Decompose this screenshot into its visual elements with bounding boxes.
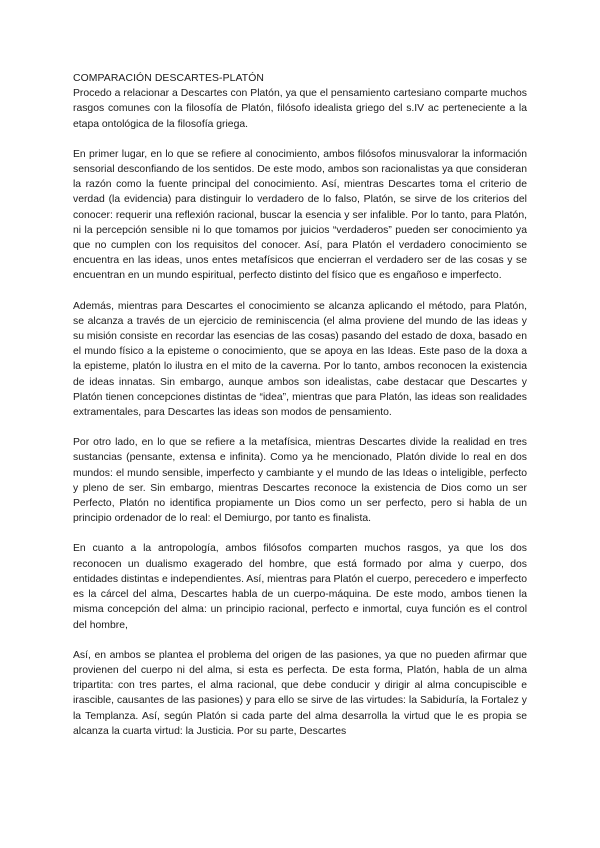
paragraph-knowledge: En primer lugar, en lo que se refiere al conocimiento, ambos filósofos minusvalorar la información sensorial desconfiando de los sentidos. De este modo, ambos son racionalistas ya que consideran la razón como la fuente principal del conocimiento. Así, mientras Descartes toma el criterio de verdad (la evidencia) para distinguir lo verdadero de lo falso, Platón, se sirve de los criterios del conocer: requerir una reflexión racional, buscar la esencia y ser infalible. Por lo tanto, para Platón, ni la percepción sensible ni lo que tomamos por juicios “verdaderos” pueden ser conocimiento ya que no cumplen con los requisitos del conocer. Así, para Platón el verdadero conocimiento se encuentra en las ideas, unos entes metafísicos que encierran el verdadero ser de las cosas y se encuentran en un mundo espiritual, perfecto distinto del físico que es engañoso e imperfecto.	[73, 148, 527, 282]
paragraph-passions: Así, en ambos se plantea el problema del origen de las pasiones, ya que no pueden afirmar que provienen del cuerpo ni del alma, si esta es perfecta. De esta forma, Platón, habla de un alma tripartita: con tres partes, el alma racional, que debe conducir y dirigir al alma concupiscible e irascible, causantes de las pasiones) y para ello se sirve de las virtudes: la Sabiduría, la Fortalez y la Templanza. Así, según Platón si cada parte del alma desarrolla la virtud que le es propia se alcanza la cuarta virtud: la Justicia. Por su parte, Descartes	[73, 649, 527, 737]
paragraph-introduction: Procedo a relacionar a Descartes con Platón, ya que el pensamiento cartesiano comparte muchos rasgos comunes con la filosofía de Platón, filósofo idealista griego del s.IV ac perteneciente a la etapa ontológica de la filosofía griega.	[73, 88, 527, 130]
paragraph-anthropology: En cuanto a la antropología, ambos filósofos comparten muchos rasgos, ya que los dos reconocen un dualismo exagerado del hombre, que está formado por alma y cuerpo, dos entidades distintas e independientes. Así, mientras para Platón el cuerpo, perecedero e imperfecto es la cárcel del alma, Descartes habla de un cuerpo-máquina. De este modo, ambos tienen la misma concepción del alma: un principio racional, perfecto e inmortal, cuya función es el control del hombre,	[73, 543, 528, 631]
document-title: COMPARACIÓN DESCARTES-PLATÓN	[73, 73, 265, 84]
paragraph-metaphysics: Por otro lado, en lo que se refiere a la metafísica, mientras Descartes divide la realidad en tres sustancias (pensante, extensa e infinita). Como ya he mencionado, Platón divide lo real en dos mundos: el mundo sensible, imperfecto y cambiante y el mundo de las Ideas o inteligible, perfecto y pleno de ser. Sin embargo, mientras Descartes reconoce la existencia de Dios como un ser Perfecto, Platón no identifica propiamente un Dios como un ser perfecto, pero si habla de un principio ordenador de lo real: el Demiurgo, por tanto es finalista.	[73, 437, 527, 525]
document-body	[73, 71, 527, 754]
paragraph-method: Además, mientras para Descartes el conocimiento se alcanza aplicando el método, para Platón, se alcanza a través de un ejercicio de reminiscencia (el alma proviene del mundo de las ideas y su misión consiste en recordar las esencias de las cosas) pasando del estado de doxa, basado en el mundo físico a la episteme o conocimiento, que se apoya en las Ideas. Este paso de la doxa a la episteme, platón lo ilustra en el mito de la caverna. Por lo tanto, ambos reconocen la existencia de ideas innatas. Sin embargo, aunque ambos son idealistas, cabe destacar que Descartes y Platón tienen concepciones distintas de “idea”, mientras que para Platón, las ideas son realidades extramentales, para Descartes las ideas son modos de pensamiento.	[73, 300, 527, 419]
